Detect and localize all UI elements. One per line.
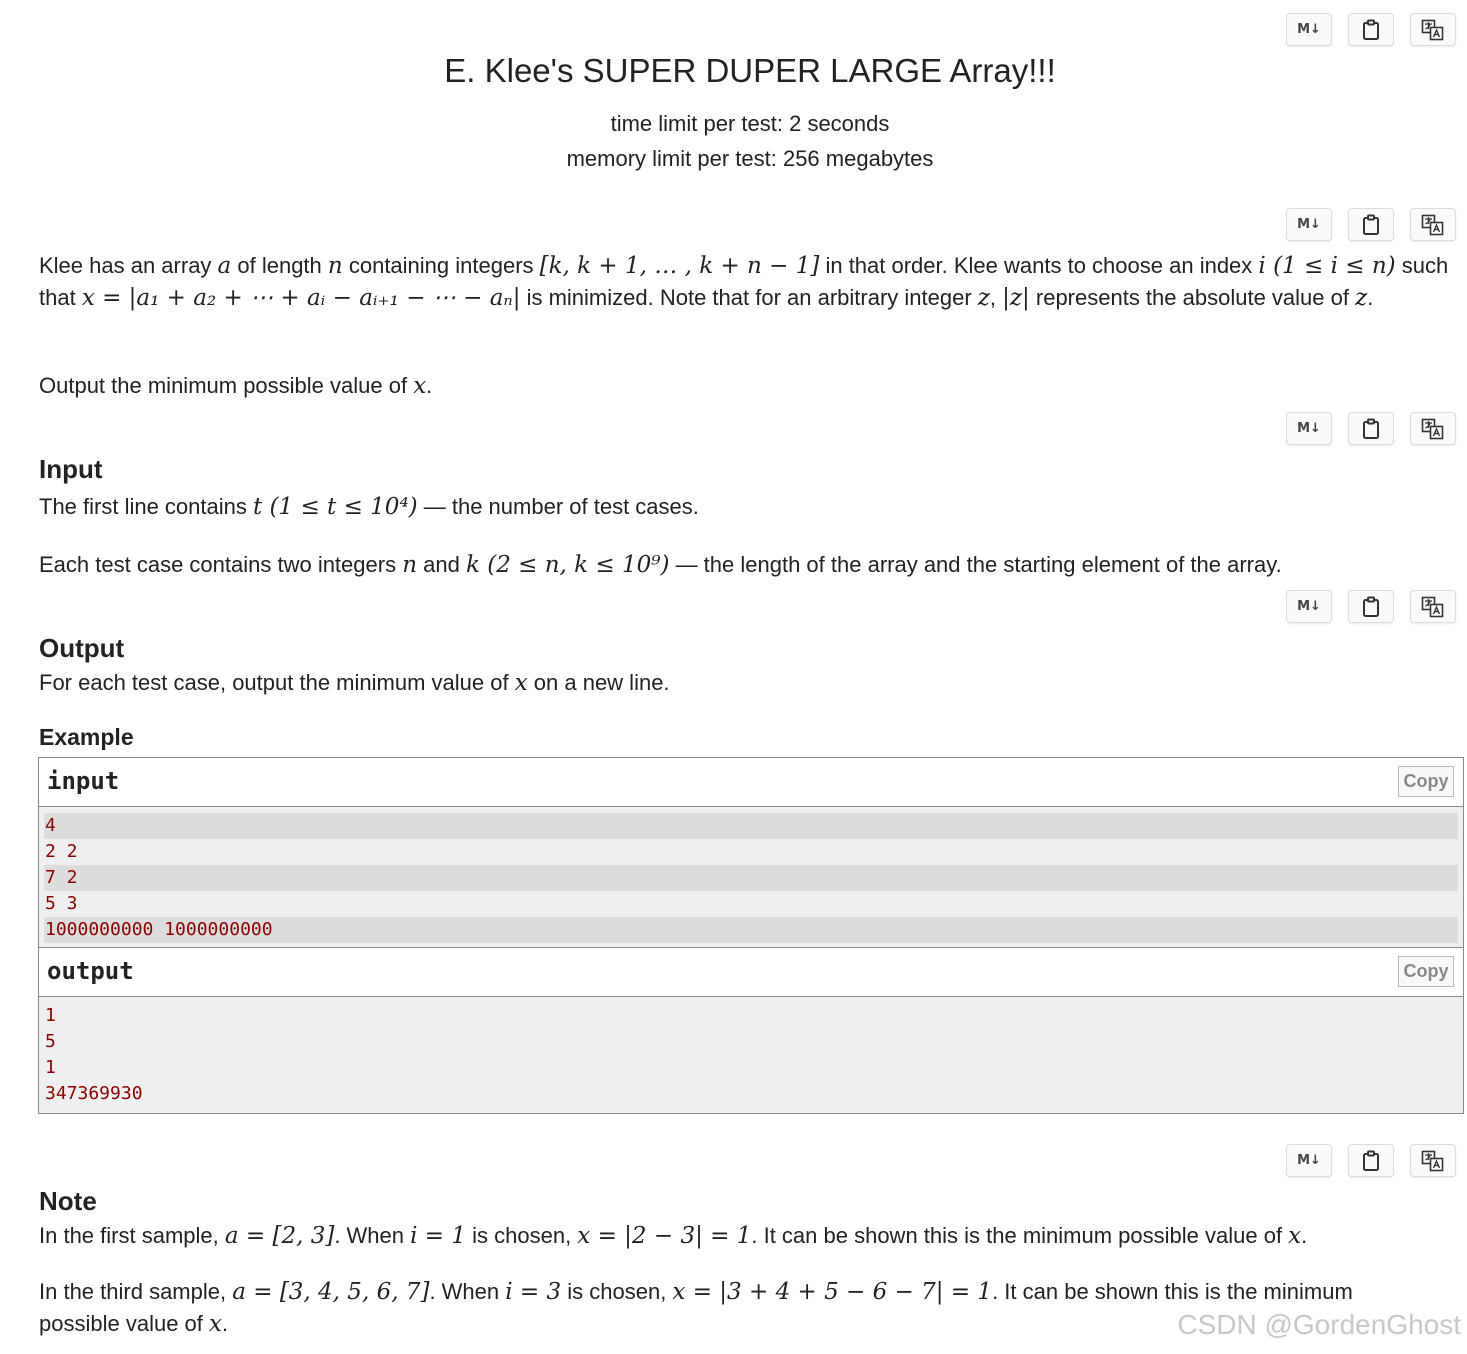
- output-paragraph-1: For each test case, output the minimum value of x on a new line.: [39, 670, 670, 696]
- math-t-range: t (1 ≤ t ≤ 10⁴): [252, 494, 418, 520]
- translate-icon: [1421, 1150, 1445, 1172]
- translate-button[interactable]: [1410, 1144, 1456, 1177]
- clipboard-icon: [1361, 1150, 1381, 1172]
- markdown-button[interactable]: [1286, 13, 1332, 46]
- math-a-first: a = [2, 3]: [224, 1223, 335, 1249]
- markdown-icon: M↓: [1297, 22, 1321, 37]
- markdown-button[interactable]: [1286, 590, 1332, 623]
- sample-input-box: [38, 757, 1464, 950]
- output-toolbar: [1286, 590, 1456, 623]
- math-x: x: [1288, 1223, 1302, 1249]
- markdown-icon: M↓: [1297, 1153, 1321, 1168]
- statement-paragraph-2: Output the minimum possible value of x.: [39, 373, 433, 399]
- input-paragraph-1: The first line contains t (1 ≤ t ≤ 10⁴) — the number of test cases.: [39, 494, 699, 520]
- math-z: z: [1355, 285, 1368, 311]
- math-x-definition: x = |a₁ + a₂ + ⋯ + aᵢ − aᵢ₊₁ − ⋯ − aₙ|: [81, 285, 521, 311]
- sample-input-title: input: [47, 767, 120, 795]
- note-paragraph-1: In the first sample, a = [2, 3]. When i = 1 is chosen, x = |2 − 3| = 1. It can be shown this is the minimum possible value of x.: [39, 1223, 1308, 1249]
- sample-output-line: 1: [45, 1057, 56, 1078]
- markdown-icon: M↓: [1297, 599, 1321, 614]
- sample-output-content: [39, 997, 1463, 1113]
- sample-input-line: 2 2: [45, 841, 78, 862]
- note-toolbar: [1286, 1144, 1456, 1177]
- markdown-icon: M↓: [1297, 217, 1321, 232]
- math-x-third: x = |3 + 4 + 5 − 6 − 7| = 1: [672, 1279, 993, 1305]
- math-index-range: i (1 ≤ i ≤ n): [1258, 253, 1396, 279]
- translate-icon: [1421, 596, 1445, 618]
- translate-button[interactable]: [1410, 208, 1456, 241]
- sample-input-line: 4: [44, 813, 1458, 839]
- copy-clipboard-button[interactable]: [1348, 590, 1394, 623]
- statement-paragraph-1: Klee has an array a of length n containing integers [k, k + 1, … , k + n − 1] in that order. Klee wants to choose an index i (1 ≤ i ≤ n) such that x = |a₁ + a₂ + ⋯ + aᵢ − aᵢ₊₁ − ⋯ − aₙ| is minimized. Note that for an arbitrary integer z, |z| represents the absolute value of z.: [39, 253, 1449, 311]
- math-i-third: i = 3: [505, 1279, 562, 1305]
- math-z: z: [977, 285, 990, 311]
- math-i-first: i = 1: [410, 1223, 467, 1249]
- markdown-button[interactable]: [1286, 208, 1332, 241]
- copy-clipboard-button[interactable]: [1348, 208, 1394, 241]
- copy-output-button[interactable]: Copy: [1398, 956, 1454, 987]
- csdn-watermark: CSDN @GordenGhost: [1177, 1309, 1461, 1340]
- translate-icon: [1421, 19, 1445, 41]
- math-a: a: [217, 253, 232, 279]
- clipboard-icon: [1361, 596, 1381, 618]
- output-heading: Output: [39, 633, 125, 663]
- problem-title: E. Klee's SUPER DUPER LARGE Array!!!: [444, 52, 1056, 89]
- sample-output-line: 347369930: [45, 1083, 143, 1104]
- math-x: x: [209, 1311, 222, 1337]
- statement-toolbar: [1286, 208, 1456, 241]
- input-heading: Input: [39, 454, 103, 484]
- markdown-icon: M↓: [1297, 421, 1321, 436]
- translate-icon: [1421, 418, 1445, 440]
- sample-input-line: 5 3: [45, 893, 78, 914]
- example-label: Example: [39, 724, 134, 750]
- markdown-button[interactable]: [1286, 412, 1332, 445]
- input-paragraph-2: Each test case contains two integers n and k (2 ≤ n, k ≤ 10⁹) — the length of the array and the starting element of the array.: [39, 552, 1282, 578]
- sample-output-line: 5: [45, 1031, 56, 1052]
- math-x-first: x = |2 − 3| = 1: [577, 1223, 752, 1249]
- math-n: n: [327, 253, 343, 279]
- memory-limit: memory limit per test: 256 megabytes: [566, 146, 934, 171]
- copy-input-button[interactable]: Copy: [1398, 766, 1454, 797]
- time-limit: time limit per test: 2 seconds: [610, 111, 890, 136]
- math-k-range: k (2 ≤ n, k ≤ 10⁹): [465, 552, 670, 578]
- sample-input-line: 1000000000 1000000000: [44, 917, 1458, 943]
- sample-output-box: [38, 947, 1464, 1114]
- math-a-third: a = [3, 4, 5, 6, 7]: [232, 1279, 430, 1305]
- input-toolbar: [1286, 412, 1456, 445]
- sample-input-line: 7 2: [44, 865, 1458, 891]
- translate-button[interactable]: [1410, 412, 1456, 445]
- sample-output-header: [39, 948, 1463, 997]
- note-paragraph-2: In the third sample, a = [3, 4, 5, 6, 7]. When i = 3 is chosen, x = |3 + 4 + 5 − 6 − 7| = 1. It can be shown this is the minimum possible value of x.: [39, 1279, 1353, 1337]
- math-n: n: [402, 552, 418, 578]
- header-toolbar: [1286, 13, 1456, 46]
- sample-output-title: output: [47, 957, 134, 985]
- sample-output-line: 1: [45, 1005, 56, 1026]
- note-heading: Note: [39, 1186, 97, 1216]
- math-x: x: [514, 670, 528, 696]
- clipboard-icon: [1361, 214, 1381, 236]
- translate-icon: [1421, 214, 1445, 236]
- clipboard-icon: [1361, 19, 1381, 41]
- copy-clipboard-button[interactable]: [1348, 412, 1394, 445]
- math-array: [k, k + 1, … , k + n − 1]: [539, 253, 820, 279]
- math-abs-z: |z|: [1002, 285, 1030, 311]
- markdown-button[interactable]: [1286, 1144, 1332, 1177]
- copy-clipboard-button[interactable]: [1348, 1144, 1394, 1177]
- translate-button[interactable]: [1410, 13, 1456, 46]
- sample-input-header: [39, 758, 1463, 807]
- sample-input-content: [39, 807, 1463, 949]
- clipboard-icon: [1361, 418, 1381, 440]
- copy-clipboard-button[interactable]: [1348, 13, 1394, 46]
- translate-button[interactable]: [1410, 590, 1456, 623]
- math-x: x: [413, 373, 427, 399]
